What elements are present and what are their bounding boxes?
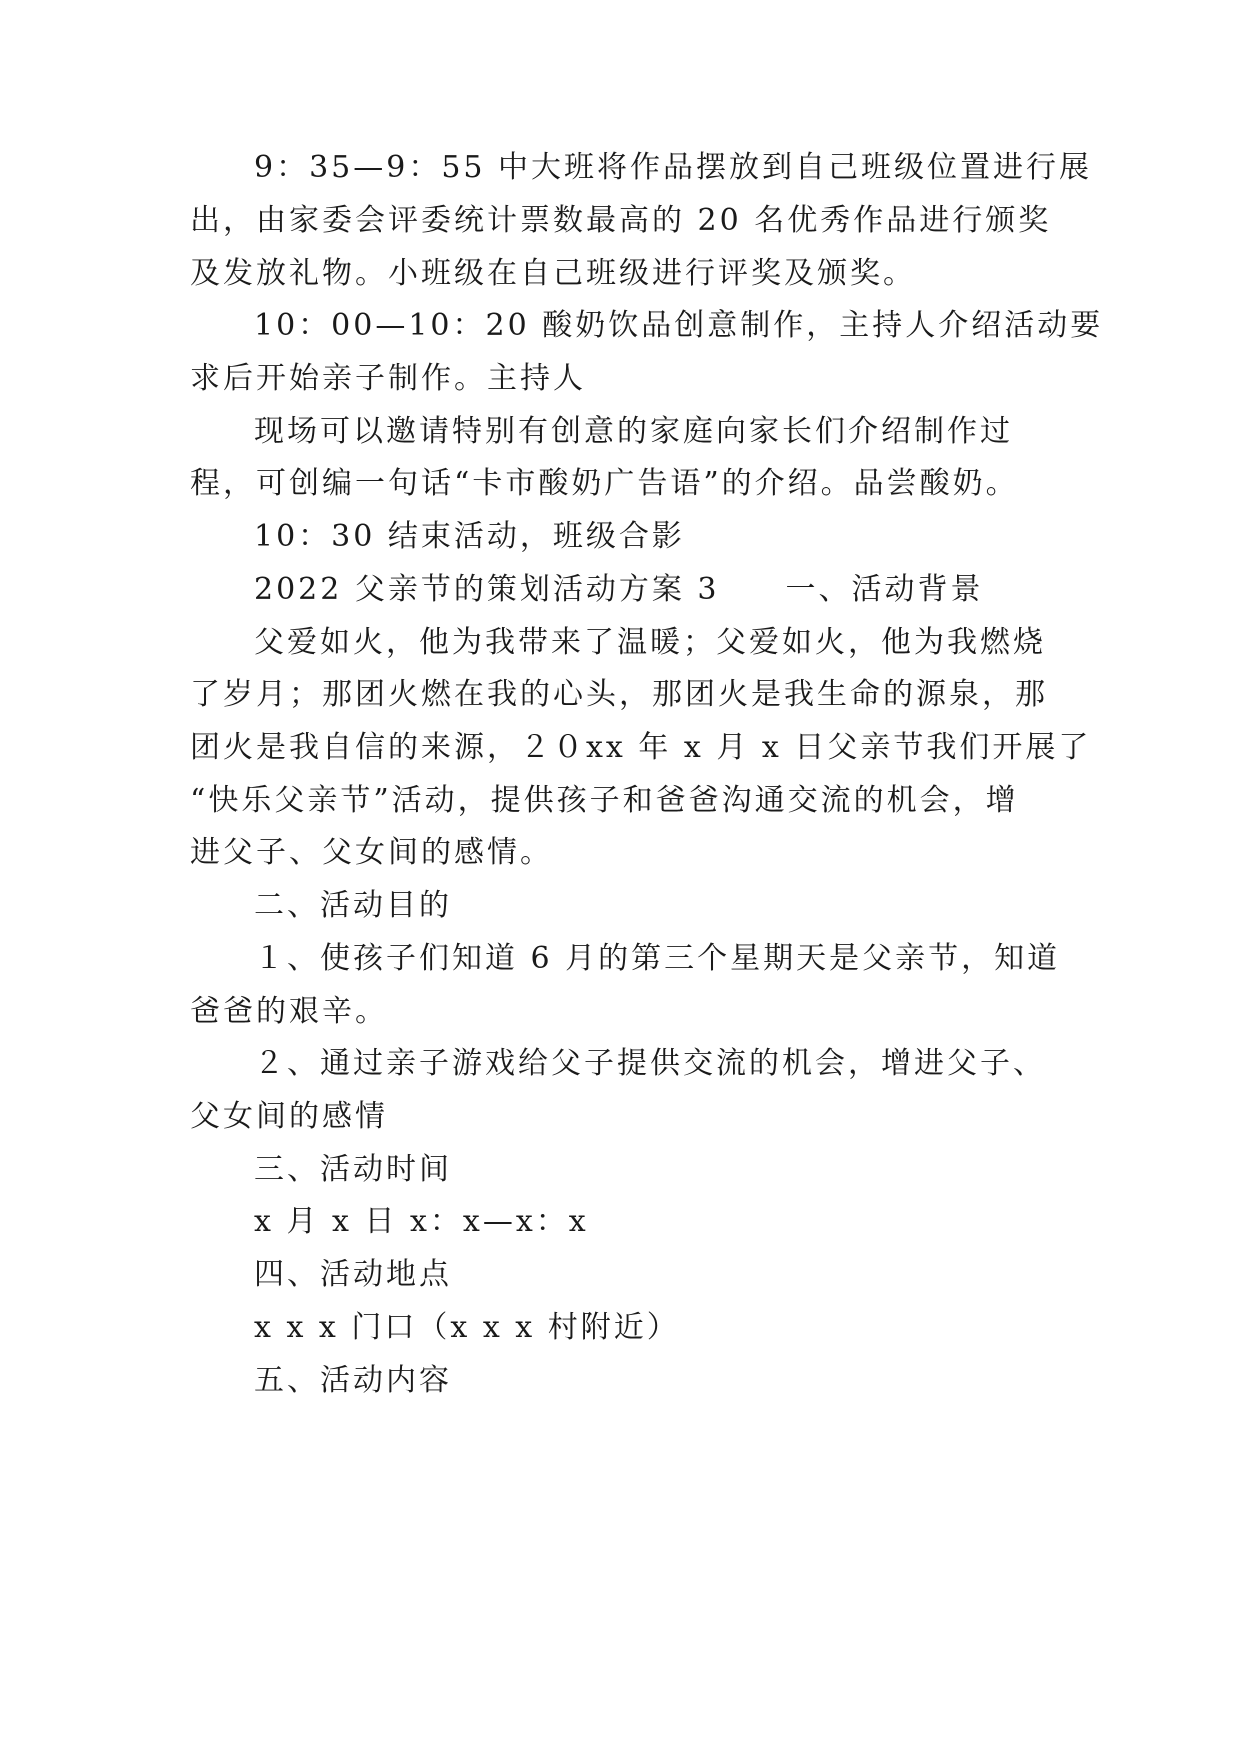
paragraph-line: 进父子、父女间的感情。 (190, 835, 553, 870)
section-heading: 二、活动目的 (254, 888, 452, 923)
paragraph-line: 及发放礼物。小班级在自己班级进行评奖及颁奖。 (190, 256, 916, 291)
list-item: ２、通过亲子游戏给父子提供交流的机会，增进父子、 (254, 1046, 1046, 1081)
section-heading: 三、活动时间 (254, 1152, 452, 1187)
paragraph-line: 团火是我自信的来源，２０xx 年 x 月 x 日父亲节我们开展了 (190, 730, 1092, 765)
paragraph-line: x 月 x 日 x：x—x：x (254, 1204, 589, 1239)
paragraph-line: 10：30 结束活动，班级合影 (254, 519, 685, 554)
paragraph-line: 父爱如火，他为我带来了温暖；父爱如火，他为我燃烧 (254, 625, 1046, 660)
paragraph-line: 了岁月；那团火燃在我的心头，那团火是我生命的源泉，那 (190, 677, 1048, 712)
section-heading: 五、活动内容 (254, 1363, 452, 1398)
paragraph-line: 程，可创编一句话“卡市酸奶广告语”的介绍。品尝酸奶。 (190, 466, 1019, 501)
list-item-continuation: 父女间的感情 (190, 1099, 388, 1134)
paragraph-line: 求后开始亲子制作。主持人 (190, 361, 586, 396)
section-heading: 四、活动地点 (254, 1257, 452, 1292)
paragraph-line: x x x 门口（x x x 村附近） (254, 1310, 680, 1345)
paragraph-line: 现场可以邀请特别有创意的家庭向家长们介绍制作过 (254, 414, 1013, 449)
paragraph-line: 10：00—10：20 酸奶饮品创意制作，主持人介绍活动要 (254, 308, 1104, 343)
list-item-continuation: 爸爸的艰辛。 (190, 994, 388, 1029)
list-item: １、使孩子们知道 6 月的第三个星期天是父亲节，知道 (254, 941, 1061, 976)
section-heading: 2022 父亲节的策划活动方案 3 一、活动背景 (254, 572, 984, 607)
paragraph-line: 9：35—9：55 中大班将作品摆放到自己班级位置进行展 (254, 150, 1093, 185)
paragraph-line: “快乐父亲节”活动，提供孩子和爸爸沟通交流的机会，增 (190, 783, 1019, 818)
paragraph-line: 出，由家委会评委统计票数最高的 20 名优秀作品进行颁奖 (190, 203, 1052, 238)
